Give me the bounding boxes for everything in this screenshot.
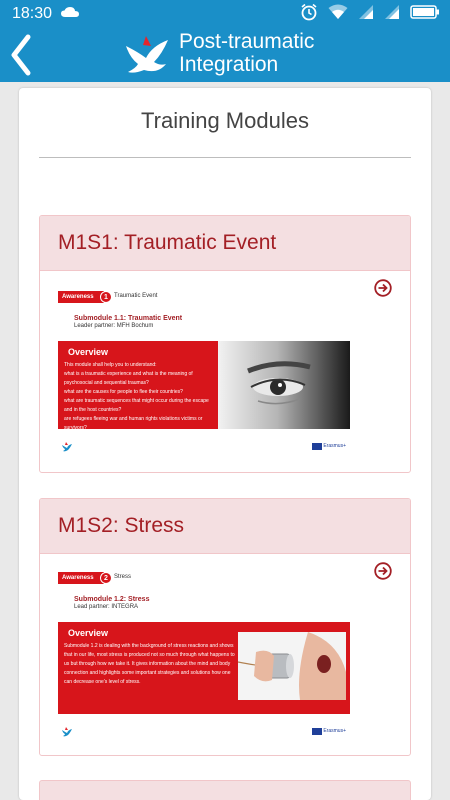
module-number: 1 xyxy=(100,291,112,303)
module-topic: Stress xyxy=(114,574,132,580)
module-thumbnail xyxy=(58,572,350,747)
awareness-label: Awareness xyxy=(58,572,104,584)
app-bar xyxy=(0,28,450,82)
overview-line: This module shall help you to understand: xyxy=(64,362,157,368)
page-title: Training Modules xyxy=(141,108,309,133)
module-number: 2 xyxy=(100,572,112,584)
status-time: 18:30 xyxy=(12,5,53,22)
overview-title: Overview xyxy=(68,347,109,357)
module-title: M1S2: Stress xyxy=(58,514,185,537)
cloud-icon xyxy=(60,5,80,23)
overview-box xyxy=(58,622,350,714)
eye-photo xyxy=(218,341,350,429)
arrow-right-circle-icon[interactable] xyxy=(374,279,392,297)
card-header xyxy=(40,499,410,554)
overview-line: what are traumatic sequences that might occur during the escape and in the host countries? xyxy=(64,398,209,413)
erasmus-label: Erasmus+ xyxy=(323,728,346,734)
tin-can-phone-photo xyxy=(238,632,346,700)
module-card[interactable] xyxy=(39,498,411,756)
signal-icon xyxy=(358,4,374,25)
overview-text xyxy=(64,361,216,433)
submodule-partner: Lead partner: INTEGRA xyxy=(74,604,139,610)
module-card[interactable] xyxy=(39,215,411,473)
divider xyxy=(39,157,411,158)
overview-line: are refugees fleeing war and human rights violations victims or survivors? xyxy=(64,416,203,431)
module-thumbnail xyxy=(58,291,350,466)
app-title: Post-traumatic Integration xyxy=(179,30,315,76)
module-title: M1S1: Traumatic Event xyxy=(58,231,277,254)
signal-icon xyxy=(384,4,400,25)
submodule-title: Submodule 1.2: Stress xyxy=(74,596,150,603)
module-card[interactable] xyxy=(39,780,411,800)
back-button[interactable] xyxy=(6,32,36,78)
overview-line: what are the causes for people to flee their countries? xyxy=(64,389,183,395)
submodule-partner: Leader partner: MFH Bochum xyxy=(74,323,154,329)
chevron-left-icon xyxy=(6,32,36,78)
module-topic: Traumatic Event xyxy=(114,293,158,299)
eu-flag-icon xyxy=(312,728,322,735)
dove-logo-icon xyxy=(62,439,72,449)
overview-text: Submodule 1.2 is dealing with the background of stress reactions and shows that in our life, most stress is produced not so much through what happens to us but through how we take it. It gives information about the mind and body connection and highlights some important strategies and solutions how one can decrease one's level of stress. xyxy=(64,643,235,685)
awareness-label: Awareness xyxy=(58,291,104,303)
dove-logo-icon xyxy=(62,724,72,734)
arrow-right-circle-icon[interactable] xyxy=(374,562,392,580)
battery-icon xyxy=(410,5,440,24)
erasmus-label: Erasmus+ xyxy=(323,443,346,449)
card-header xyxy=(40,216,410,271)
alarm-icon xyxy=(300,3,318,26)
status-bar xyxy=(0,0,450,28)
overview-line: what is a traumatic experience and what is the meaning of psychosocial and sequential traumas? xyxy=(64,371,193,386)
wifi-icon xyxy=(328,4,348,25)
overview-title: Overview xyxy=(68,628,109,638)
dove-logo-icon xyxy=(124,32,172,78)
overview-box xyxy=(58,341,218,429)
eu-flag-icon xyxy=(312,443,322,450)
content-panel xyxy=(19,88,431,800)
submodule-title: Submodule 1.1: Traumatic Event xyxy=(74,315,183,322)
